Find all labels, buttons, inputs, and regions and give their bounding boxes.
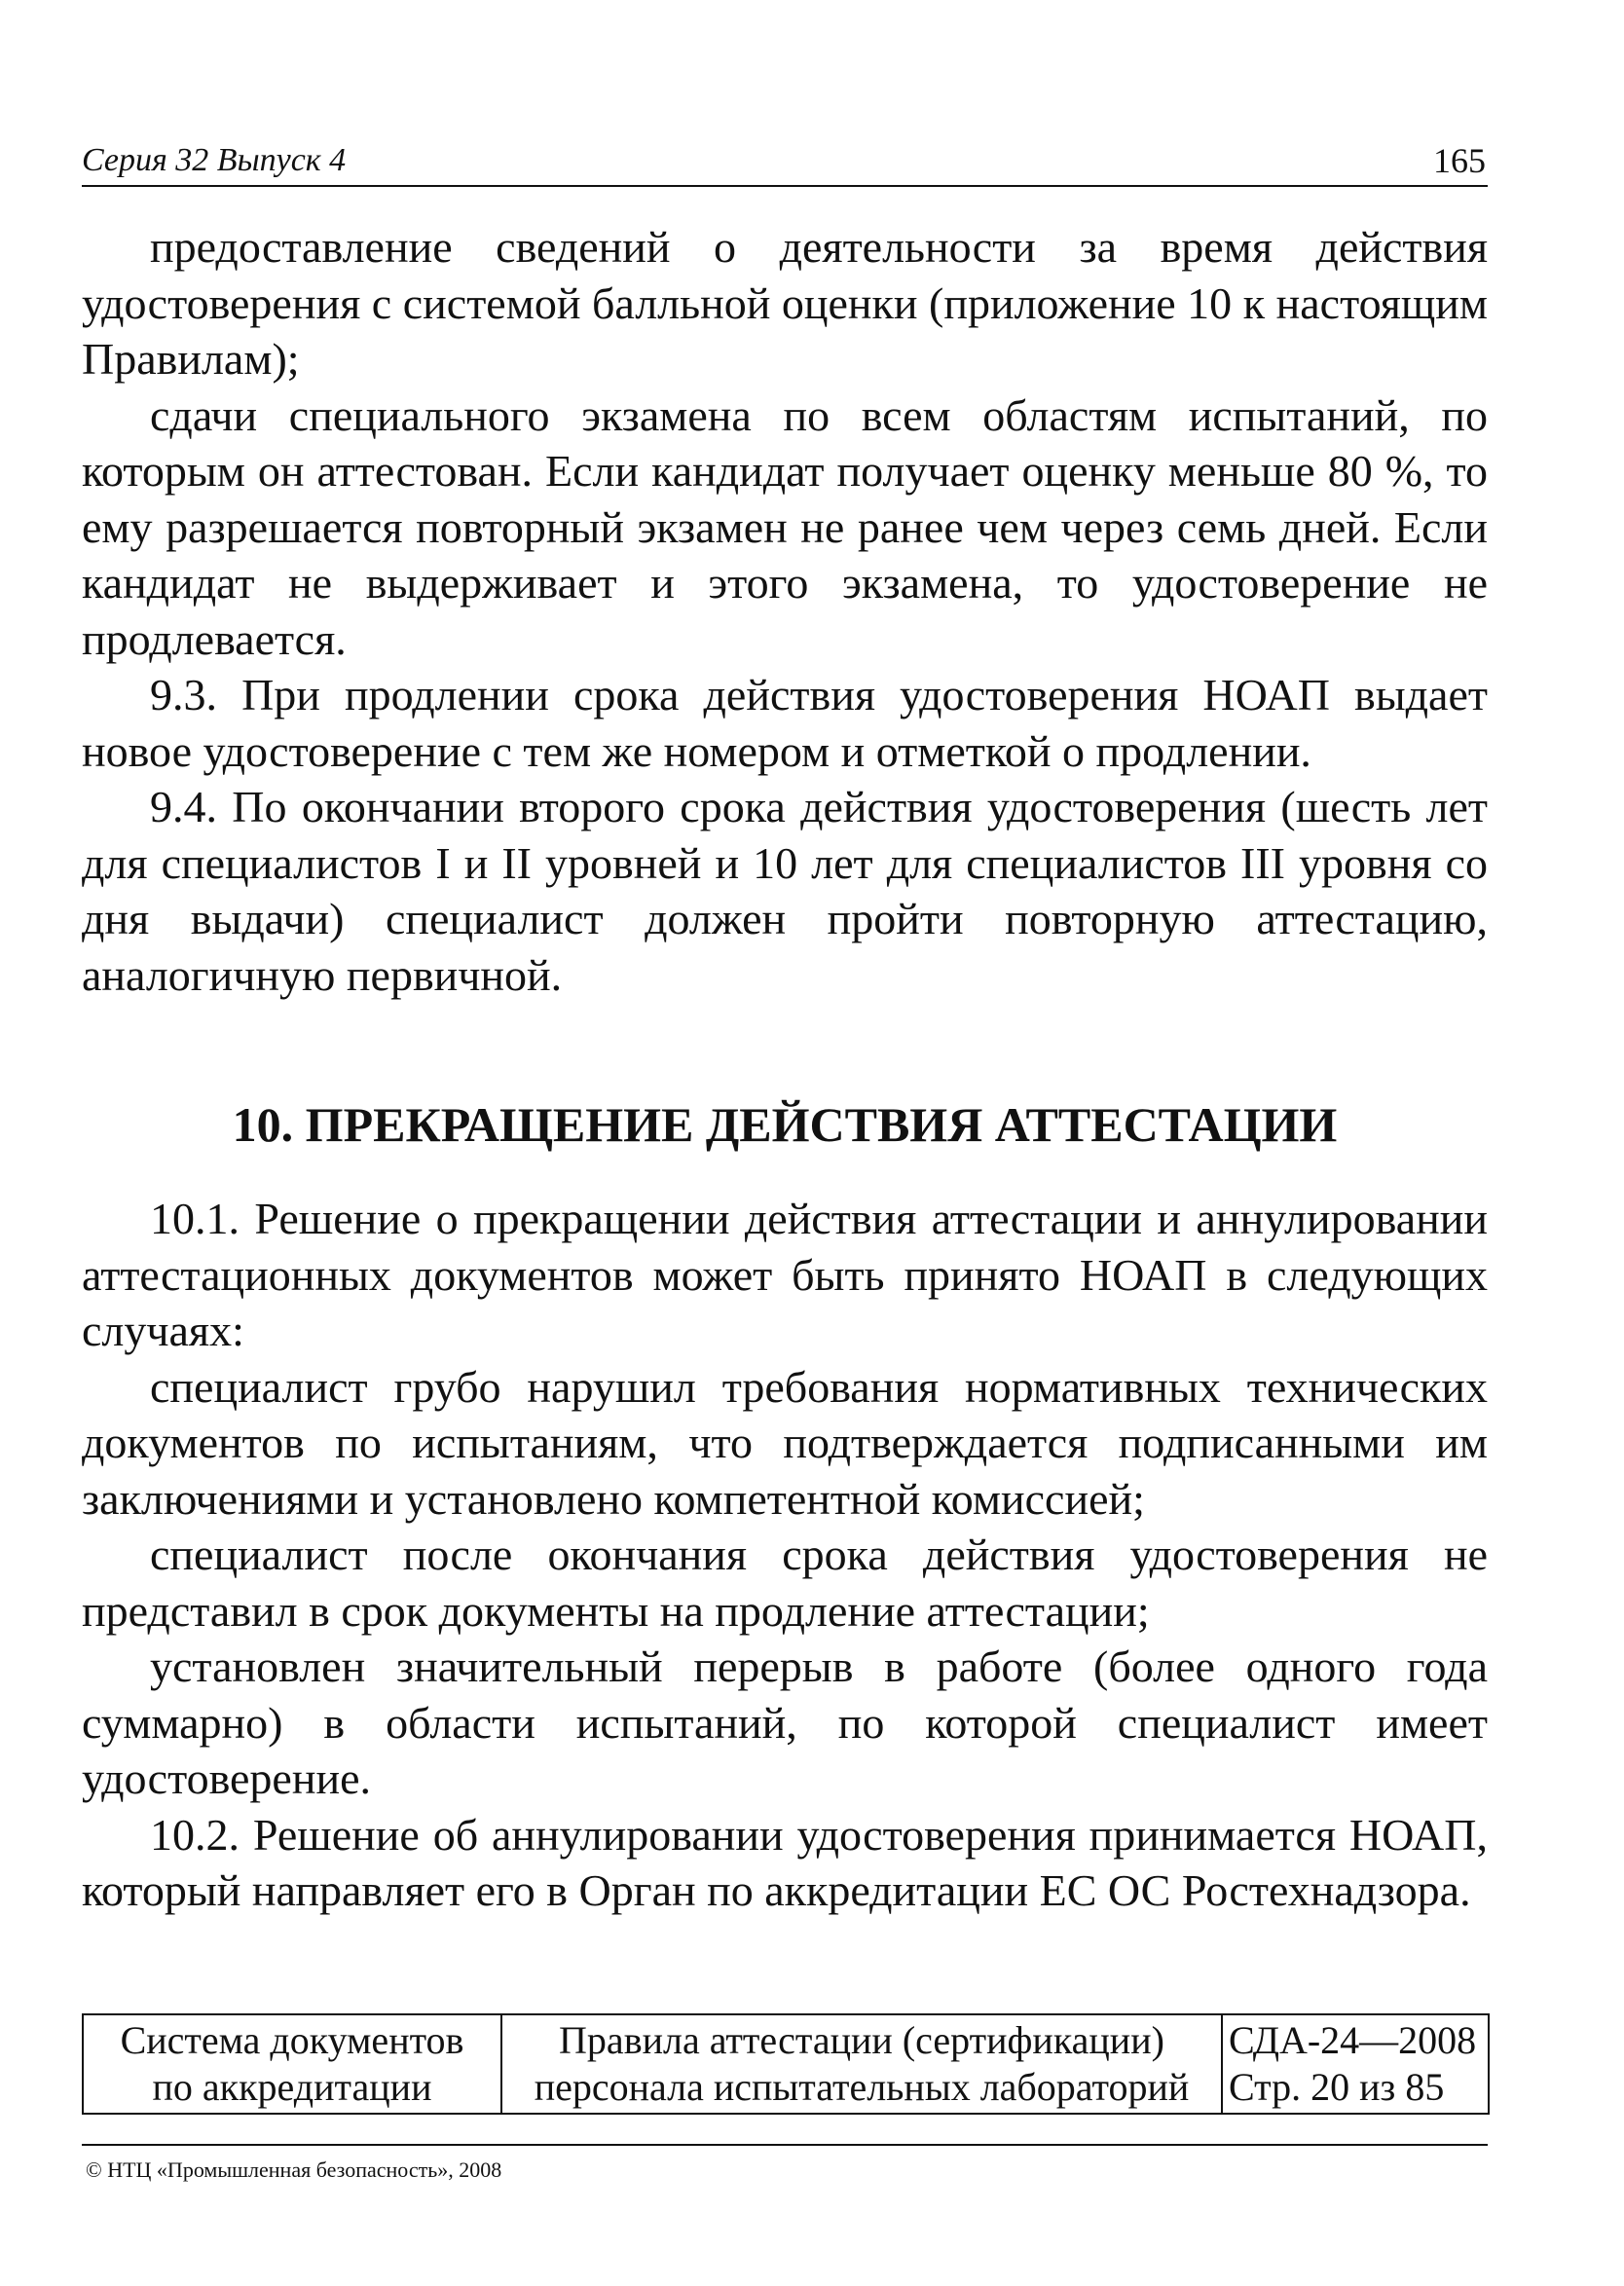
paragraph-10-2: 10.2. Решение об аннулировании удостоверения принимается НОАП, который направляет его в Орган по аккредитации ЕС ОС Ростехнадзора. — [82, 1809, 1488, 1915]
page-body — [82, 219, 1488, 1919]
paragraph-9-3: 9.3. При продлении срока действия удостоверения НОАП выдает новое удостоверение с тем же номером и отметкой о продлении. — [82, 670, 1488, 776]
title-line-1: Правила аттестации (сертификации) — [559, 2018, 1164, 2062]
document-code: СДА-24—2008 — [1229, 2018, 1477, 2062]
paragraph-violation: специалист грубо нарушил требования нормативных технических документов по испытаниям, что подтверждается подписанными им заключениями и установлено компетентной комиссией; — [82, 1361, 1488, 1524]
footer-code-cell — [1222, 2014, 1489, 2114]
footer-divider — [82, 2144, 1488, 2146]
paragraph-9-4: 9.4. По окончании второго срока действия удостоверения (шесть лет для специалистов I и II уровней и 10 лет для специалистов III уровня со дня выдачи) специалист должен пройти повторную аттестацию, аналогичную первичной. — [82, 782, 1488, 1000]
system-line-1: Система документов — [120, 2018, 464, 2062]
paragraph-not-submitted: специалист после окончания срока действия удостоверения не представил в срок документы на продление аттестации; — [82, 1530, 1488, 1636]
document-footer-table — [82, 2013, 1490, 2115]
paragraph-10-1: 10.1. Решение о прекращении действия аттестации и аннулировании аттестационных документов может быть принято НОАП в следующих случаях: — [82, 1194, 1488, 1355]
paragraph-info-provision: предоставление сведений о деятельности за время действия удостоверения с системой балльной оценки (приложение 10 к настоящим Правилам); — [82, 222, 1488, 384]
running-header — [82, 134, 1488, 187]
system-line-2: по аккредитации — [152, 2065, 432, 2109]
page-counter: Стр. 20 из 85 — [1229, 2065, 1445, 2109]
paragraph-work-break: установлен значительный перерыв в работе (более одного года суммарно) в области испытаний, по которой специалист имеет удостоверение. — [82, 1641, 1488, 1803]
page-number: 165 — [1433, 141, 1486, 180]
title-line-2: персонала испытательных лабораторий — [534, 2065, 1190, 2109]
footer-title-cell — [501, 2014, 1222, 2114]
copyright-notice: © НТЦ «Промышленная безопасность», 2008 — [86, 2157, 502, 2182]
paragraph-special-exam: сдачи специального экзамена по всем областям испытаний, по которым он аттестован. Если кандидат получает оценку меньше 80 %, то ему разрешается повторный экзамен не ранее чем через семь дней. Если кандидат не выдерживает и этого экзамена, то удостоверение не продлевается. — [82, 389, 1488, 664]
series-label: Серия 32 Выпуск 4 — [82, 142, 347, 178]
table-row — [83, 2014, 1489, 2114]
footer-system-cell — [83, 2014, 501, 2114]
section-title: 10. ПРЕКРАЩЕНИЕ ДЕЙСТВИЯ АТТЕСТАЦИИ — [232, 1097, 1338, 1152]
